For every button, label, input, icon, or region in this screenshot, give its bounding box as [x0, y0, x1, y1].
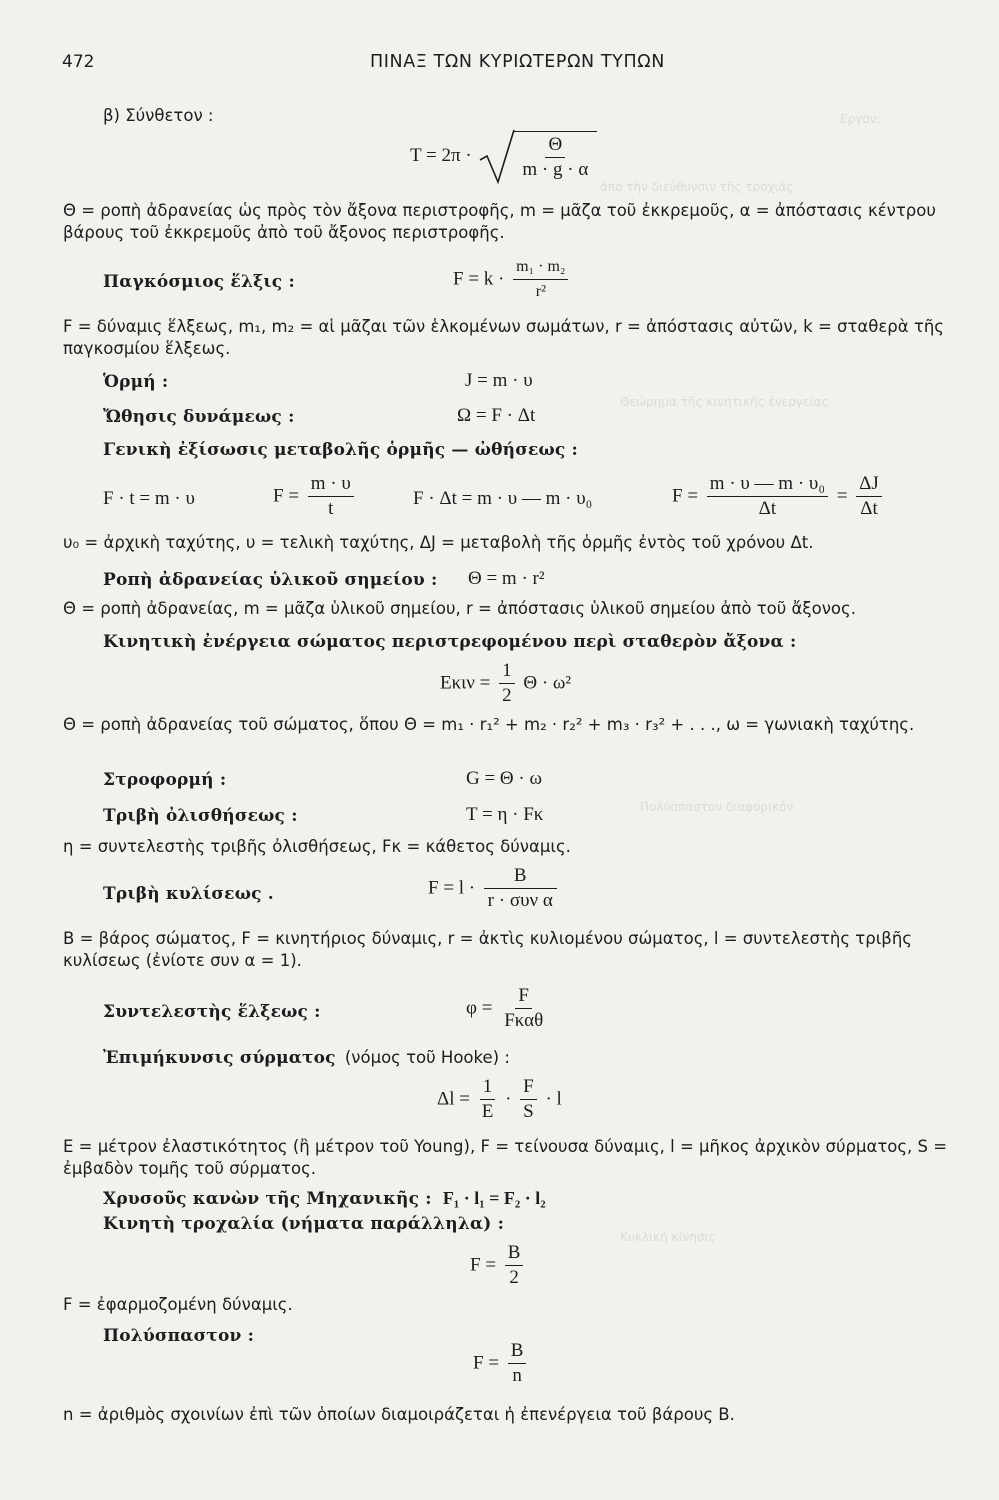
formula-pulley	[470, 1242, 527, 1289]
paragraph: B = βάρος σώματος, F = κινητήριος δύναμις, r = ἀκτὶς κυλιομένου σώματος, l = συντελεστὴς τριβῆς κυλίσεως (ἐνίοτε συν α = 1).	[63, 929, 912, 970]
formula-lhs: F = k ·	[453, 268, 505, 290]
formula-impulse: Ω = F · Δt	[457, 405, 536, 426]
fraction-denominator: S	[523, 1101, 534, 1122]
paragraph: n = ἀριθμὸς σχοινίων ἐπὶ τῶν ὁποίων διαμοιράζεται ἡ ἐπενέργεια τοῦ βάρους B.	[63, 1405, 735, 1424]
paragraph: E = μέτρον ἐλαστικότητος (ἢ μέτρον τοῦ Young), F = τείνουσα δύναμις, l = μῆκος ἀρχικὸν σύρματος, S = ἐμβαδὸν τομῆς τοῦ σύρματος.	[63, 1137, 948, 1178]
fraction-numerator: B	[484, 865, 557, 889]
sqrt-icon	[478, 128, 516, 184]
formula-rolling-friction	[428, 865, 561, 912]
section-heading: Χρυσοῦς κανὼν τῆς Μηχανικῆς :	[103, 1189, 432, 1209]
fraction-numerator: F	[515, 985, 532, 1009]
section-heading: Τριβὴ ὀλισθήσεως :	[103, 806, 298, 826]
fraction-denominator: 2	[502, 685, 512, 706]
formula-lhs: F = l ·	[428, 877, 476, 899]
heading-note: (νόμος τοῦ Hooke) :	[344, 1048, 510, 1067]
formula-lhs: F =	[473, 1352, 500, 1374]
section-heading: Ὤθησις δυνάμεως :	[103, 407, 295, 427]
paragraph: Θ = ροπὴ ἀδρανείας, m = μᾶζα ὑλικοῦ σημείου, r = ἀπόστασις ὑλικοῦ σημείου ἀπὸ τοῦ ἄξονος.	[63, 599, 856, 618]
formula-traction	[466, 985, 550, 1032]
formula-momentum: J = m · υ	[465, 370, 533, 391]
equals-sign: =	[836, 485, 848, 507]
fraction-numerator: B	[505, 1242, 524, 1266]
fraction-numerator: B	[508, 1340, 527, 1364]
fraction-denominator: 2	[509, 1267, 519, 1288]
formula-lhs: φ =	[466, 997, 493, 1019]
formula-general-1: F · t = m · υ	[103, 488, 195, 509]
formula-polyspast	[473, 1340, 530, 1387]
formula-tail: · l	[545, 1088, 562, 1110]
formula-hooke: Δl = $\frac{1}{E}$ · $\frac{F}{S}$ · l	[437, 1076, 562, 1122]
section-heading: Ὁρμή :	[103, 372, 169, 392]
formula-lhs: T = 2π ·	[410, 145, 472, 166]
formula-general-4	[672, 473, 886, 520]
section-heading: Κινητὴ τροχαλία (νήματα παράλληλα) :	[103, 1214, 505, 1234]
fraction-numerator: 1	[499, 660, 515, 684]
fraction-denominator: t	[328, 498, 334, 519]
fraction-numerator: F	[520, 1076, 537, 1100]
paragraph: Θ = ροπὴ ἀδρανείας ὡς πρὸς τὸν ἄξονα περιστροφῆς, m = μᾶζα τοῦ ἐκκρεμοῦς, α = ἀπόστασις κέντρου βάρους τοῦ ἐκκρεμοῦς ἀπὸ τοῦ ἄξονος περιστροφῆς.	[63, 201, 936, 242]
formula-general-3: F · Δt = m · υ — m · υ₀	[413, 488, 593, 509]
fraction-numerator: ΔJ	[856, 473, 882, 497]
formula-angular-momentum: G = Θ · ω	[466, 768, 542, 789]
section-heading: Τριβὴ κυλίσεως .	[103, 884, 274, 904]
fraction-numerator: m₁ · m₂	[513, 256, 568, 280]
paragraph: Θ = ροπὴ ἀδρανείας τοῦ σώματος, ὅπου Θ = m₁ · r₁² + m₂ · r₂² + m₃ · r₃² + . . ., ω = γωνιακὴ ταχύτης.	[63, 715, 915, 734]
formula-point-inertia: Θ = m · r²	[468, 568, 545, 589]
fraction-numerator: m · υ — m · υ₀	[707, 473, 828, 497]
section-heading: Συντελεστὴς ἕλξεως :	[103, 1002, 321, 1022]
section-heading: Ροπὴ ἀδρανείας ὑλικοῦ σημείου :	[103, 570, 438, 590]
bleed-through: Θεώρημα τῆς κινητικῆς ἐνεργείας	[620, 395, 829, 409]
section-heading-row	[103, 1048, 510, 1068]
sqrt-numerator: Θ	[545, 134, 565, 158]
formula-golden-rule: F₁ · l₁ = F₂ · l₂	[442, 1188, 546, 1208]
formula-sliding-friction: T = η · Fκ	[466, 804, 544, 825]
section-heading: Παγκόσμιος ἕλξις :	[103, 272, 295, 292]
paragraph: η = συντελεστὴς τριβῆς ὀλισθήσεως, Fκ = κάθετος δύναμις.	[63, 837, 571, 856]
section-heading: Ἐπιμήκυνσις σύρματος	[103, 1048, 336, 1068]
formula-kinetic-energy	[440, 660, 571, 707]
section-heading: Γενικὴ ἐξίσωσις μεταβολῆς ὁρμῆς — ὠθήσεως :	[103, 440, 579, 460]
fraction-denominator: Δt	[860, 498, 878, 519]
formula-lhs: Δl =	[437, 1088, 470, 1110]
fraction-denominator: r · συν α	[487, 890, 553, 911]
fraction-numerator: 1	[480, 1076, 496, 1100]
bleed-through: Κυκλική κίνησις	[620, 1230, 716, 1244]
page-number: 472	[62, 52, 95, 72]
page-title: ΠΙΝΑΞ ΤΩΝ ΚΥΡΙΩΤΕΡΩΝ ΤΥΠΩΝ	[370, 52, 665, 72]
paragraph: υ₀ = ἀρχικὴ ταχύτης, υ = τελικὴ ταχύτης, ΔJ = μεταβολὴ τῆς ὁρμῆς ἐντὸς τοῦ χρόνου Δt.	[63, 533, 814, 552]
formula-lhs: Eκιν =	[440, 672, 491, 694]
formula-general-2	[273, 473, 358, 520]
formula-lhs: F =	[672, 485, 699, 507]
formula-rhs: Θ · ω²	[523, 672, 572, 694]
section-heading: Πολύσπαστον :	[103, 1326, 255, 1346]
formula-lhs: F =	[273, 485, 300, 507]
fraction-denominator: n	[512, 1365, 522, 1386]
fraction-denominator: Fκαθ	[504, 1010, 544, 1031]
fraction-denominator: r²	[535, 283, 546, 300]
bleed-through: Εργον:	[840, 112, 881, 126]
section-heading-row	[103, 1188, 546, 1209]
sqrt-denominator: m · g · α	[522, 159, 589, 180]
section-heading: Κινητικὴ ἐνέργεια σώματος περιστρεφομένου περὶ σταθερὸν ἄξονα :	[103, 632, 797, 652]
formula-composite-pendulum	[410, 128, 597, 184]
section-label: β) Σύνθετον :	[103, 106, 214, 125]
paragraph: F = δύναμις ἕλξεως, m₁, m₂ = αἱ μᾶζαι τῶν ἑλκομένων σωμάτων, r = ἀπόστασις αὐτῶν, k = σταθερὰ τῆς παγκοσμίου ἕλξεως.	[63, 317, 944, 358]
fraction-denominator: E	[481, 1101, 494, 1122]
formula-lhs: F =	[470, 1254, 497, 1276]
fraction-numerator: m · υ	[308, 473, 354, 497]
paragraph: F = ἐφαρμοζομένη δύναμις.	[63, 1295, 293, 1314]
fraction-denominator: Δt	[758, 498, 777, 519]
bleed-through: Πολύσπαστον διαφορικόν	[640, 800, 794, 814]
formula-gravitation	[453, 256, 572, 303]
bleed-through: ἀπὸ τὴν διεύθυνσιν τῆς τροχιᾶς	[600, 180, 794, 194]
section-heading: Στροφορμή :	[103, 770, 227, 790]
